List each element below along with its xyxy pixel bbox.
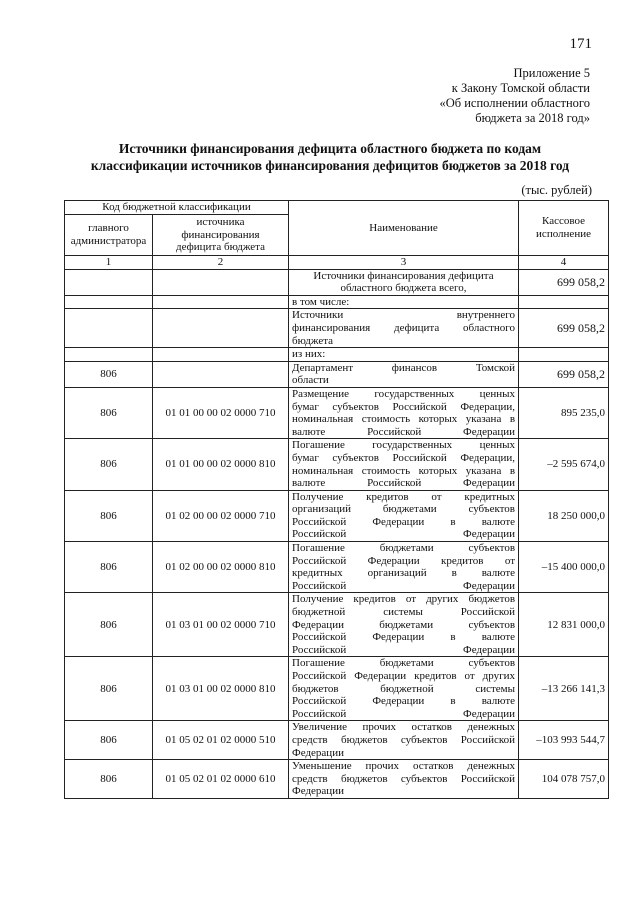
name-line: Погашение бюджетами субъектов [292, 657, 516, 670]
name-line: Получение кредитов от других бюджетов [292, 593, 516, 606]
name-line: областного бюджета всего, [340, 282, 467, 295]
source-code-cell: 01 01 00 00 02 0000 810 [153, 439, 289, 490]
admin-code-cell: 806 [65, 721, 153, 760]
name-cell [289, 542, 519, 593]
table-row [65, 542, 609, 593]
name-line: бюджета [292, 334, 334, 347]
units-label: (тыс. рублей) [521, 183, 592, 197]
admin-code-cell: 806 [65, 760, 153, 799]
header-execution-line: Кассовое [542, 215, 585, 228]
appendix-line: к Закону Томской области [451, 81, 590, 95]
name-line: Российской Федерации в валюте [292, 515, 516, 528]
appendix-line: Приложение 5 [513, 66, 590, 80]
amount-cell: 12 831 000,0 [519, 593, 609, 657]
appendix-note [439, 66, 590, 126]
name-line: Российской Федерации кредитов от других [292, 670, 516, 682]
table-row [65, 439, 609, 490]
admin-code-cell: 806 [65, 490, 153, 541]
admin-code-cell: 806 [65, 439, 153, 490]
appendix-line: бюджета за 2018 год» [475, 111, 590, 125]
source-code-cell: 01 03 01 00 02 0000 710 [153, 593, 289, 657]
name-line: Источники внутреннего [292, 309, 516, 322]
name-line: из них: [292, 348, 326, 361]
name-line: Российской Федерации [292, 707, 516, 720]
name-line: Погашение бюджетами субъектов [292, 542, 516, 555]
name-line: в том числе: [292, 295, 350, 308]
name-line: Увеличение прочих остатков денежных [292, 721, 516, 734]
name-line: средств бюджетов субъектов Российской [292, 733, 516, 746]
admin-code-cell: 806 [65, 387, 153, 438]
column-number: 4 [519, 256, 609, 270]
header-execution-line: исполнение [536, 228, 591, 240]
name-line: Размещение государственных ценных [292, 387, 516, 400]
source-code-cell: 01 01 00 00 02 0000 710 [153, 387, 289, 438]
header-source-line: финансирования [181, 228, 260, 241]
name-line: валюте Российской Федерации [292, 425, 516, 438]
table-header [65, 201, 609, 270]
admin-code-cell [65, 309, 153, 348]
amount-cell: 699 058,2 [519, 361, 609, 387]
name-line: средств бюджетов субъектов Российской [292, 772, 516, 785]
column-number: 3 [289, 256, 519, 270]
amount-cell: –2 595 674,0 [519, 439, 609, 490]
table-row [65, 269, 609, 295]
financing-sources-table [64, 200, 609, 799]
name-cell [289, 387, 519, 438]
table-row [65, 348, 609, 362]
admin-code-cell: 806 [65, 593, 153, 657]
header-execution [519, 201, 609, 256]
name-line: Погашение государственных ценных [292, 439, 516, 452]
name-cell [289, 269, 519, 295]
header-admin: главного администратора [65, 215, 153, 256]
amount-cell: 895 235,0 [519, 387, 609, 438]
source-code-cell [153, 348, 289, 362]
name-cell [289, 593, 519, 657]
name-line: валюте Российской Федерации [292, 477, 516, 490]
amount-cell [519, 295, 609, 309]
name-cell [289, 309, 519, 348]
table-row [65, 309, 609, 348]
admin-code-cell: 806 [65, 542, 153, 593]
name-cell [289, 348, 519, 362]
amount-cell [519, 348, 609, 362]
name-line: бюджетов бюджетной системы [292, 682, 516, 695]
name-cell [289, 490, 519, 541]
amount-cell: 699 058,2 [519, 269, 609, 295]
amount-cell: 699 058,2 [519, 309, 609, 348]
table-row [65, 361, 609, 387]
source-code-cell: 01 05 02 01 02 0000 610 [153, 760, 289, 799]
table-row [65, 387, 609, 438]
header-name: Наименование [289, 201, 519, 256]
name-line: финансирования дефицита областного [292, 321, 516, 334]
name-line: Российской Федерации [292, 643, 516, 656]
name-line: Департамент финансов Томской [292, 361, 516, 374]
table-row [65, 721, 609, 760]
name-cell [289, 721, 519, 760]
column-number: 1 [65, 256, 153, 270]
name-line: номинальная стоимость которых указана в [292, 413, 516, 426]
admin-code-cell: 806 [65, 657, 153, 721]
admin-code-cell [65, 295, 153, 309]
header-code-group: Код бюджетной классификации [65, 201, 289, 215]
name-line: Российской Федерации в валюте [292, 631, 516, 644]
name-line: Источники финансирования дефицита [313, 269, 494, 282]
source-code-cell: 01 05 02 01 02 0000 510 [153, 721, 289, 760]
appendix-line: «Об исполнении областного [439, 96, 590, 110]
amount-cell: –15 400 000,0 [519, 542, 609, 593]
amount-cell: –13 266 141,3 [519, 657, 609, 721]
title-line: классификации источников финансирования дефицитов бюджетов за 2018 год [90, 158, 570, 173]
source-code-cell [153, 309, 289, 348]
name-cell [289, 439, 519, 490]
name-line: Федерации бюджетами субъектов [292, 618, 516, 631]
source-code-cell [153, 295, 289, 309]
source-code-cell [153, 361, 289, 387]
name-line: Уменьшение прочих остатков денежных [292, 760, 516, 773]
table-row [65, 295, 609, 309]
name-line: Получение кредитов от кредитных [292, 490, 516, 503]
page-number: 171 [569, 36, 592, 52]
name-line: бумаг субъектов Российской Федерации, [292, 451, 516, 464]
header-source-line: источника [196, 216, 245, 229]
name-line: Федерации [292, 746, 344, 759]
admin-code-cell [65, 348, 153, 362]
name-line: Российской Федерации [292, 528, 516, 541]
source-code-cell [153, 269, 289, 295]
name-cell [289, 760, 519, 799]
table-row [65, 657, 609, 721]
table-row [65, 593, 609, 657]
header-source-line: дефицита бюджета [176, 241, 265, 254]
amount-cell: 18 250 000,0 [519, 490, 609, 541]
source-code-cell: 01 02 00 00 02 0000 810 [153, 542, 289, 593]
table-row [65, 760, 609, 799]
name-line: номинальная стоимость которых указана в [292, 464, 516, 477]
name-line: Российской Федерации кредитов от [292, 554, 516, 567]
name-cell [289, 657, 519, 721]
source-code-cell: 01 02 00 00 02 0000 710 [153, 490, 289, 541]
amount-cell: 104 078 757,0 [519, 760, 609, 799]
admin-code-cell: 806 [65, 361, 153, 387]
title-line: Источники финансирования дефицита областного бюджета по кодам [118, 141, 542, 156]
table-row [65, 490, 609, 541]
column-number: 2 [153, 256, 289, 270]
name-cell [289, 361, 519, 387]
name-line: Федерации [292, 785, 344, 798]
name-line: области [292, 374, 329, 387]
name-line: Российской Федерации [292, 579, 516, 592]
name-line: бумаг субъектов Российской Федерации, [292, 400, 516, 413]
name-cell [289, 295, 519, 309]
table-body [65, 269, 609, 798]
name-line: кредитных организаций в валюте [292, 567, 516, 580]
name-line: бюджетной системы Российской [292, 606, 516, 619]
name-line: Российской Федерации в валюте [292, 695, 516, 708]
source-code-cell: 01 03 01 00 02 0000 810 [153, 657, 289, 721]
admin-code-cell [65, 269, 153, 295]
amount-cell: –103 993 544,7 [519, 721, 609, 760]
header-source [153, 215, 289, 256]
name-line: организаций бюджетами субъектов [292, 503, 516, 516]
document-title [60, 140, 600, 174]
